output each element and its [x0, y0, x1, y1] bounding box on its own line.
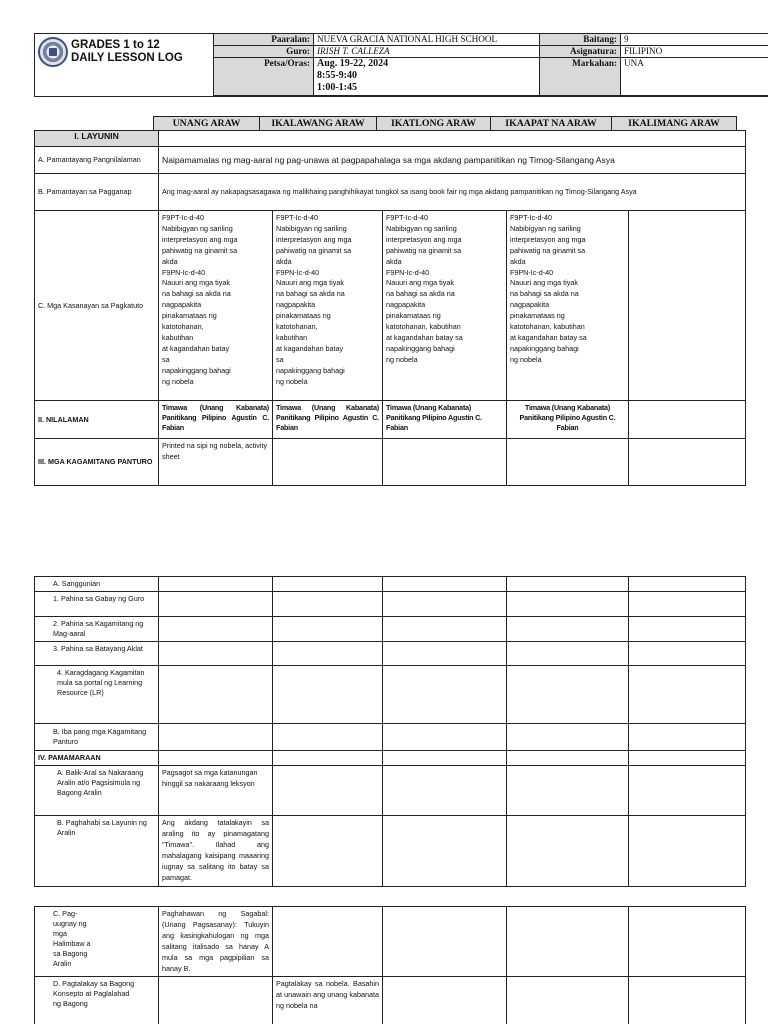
balik-aral-day1: Pagsagot sa mga katanungan hinggil sa nakaraang leksyon [159, 766, 273, 816]
section-pamamaraan-title: IV. PAMAMARAAN [35, 751, 159, 766]
nilalaman-day2: Timawa (Unang Kabanata) Panitikang Pilipino Agustin C. Fabian [273, 401, 383, 439]
pag-uugnay-day1: Paghahawan ng Sagabal: (Unang Pagsasanay): Tukuyin ang kasingkahulogan ng mga salitang italisado sa hanay A mula sa mga pagpipilian sa hanay B. [159, 907, 273, 977]
kasanayan-day3: F9PT-Ic-d-40 Nabibigyan ng sariling interpretasyon ang mga pahiwatig na ginamit sa akda F9PN-Ic-d-40 Nauuri ang mga tiyak na bahagi sa akda na nagpapakita pinakamataas ng katotohanan, kabutihan at kagandahan batay sa napakinggang bahagi ng nobela [383, 211, 507, 401]
kagamitang-day1: Printed na sipi ng nobela, activity sheet [159, 439, 273, 486]
subject-label: Asignatura: [540, 46, 621, 58]
pamantayan-sa-pagganap-label: B. Pamantayan sa Pagganap [35, 174, 159, 211]
batayang-aklat-label: 3. Pahina sa Batayang Aklat [35, 642, 159, 666]
teacher-value: IRISH T. CALLEZA [314, 46, 540, 58]
form-title: GRADES 1 to 12 DAILY LESSON LOG [71, 39, 183, 64]
paghahabi-day1: Ang akdang tatalakayin sa araling ito ay pinamagatang "Timawa". Ilahad ang mahalagang kaisipang maaaring iugnay sa salitang ito batay sa pamagat. [159, 816, 273, 887]
kagamitang-mag-aaral-label: 2. Pahina sa Kagamitang ng Mag-aaral [35, 617, 159, 642]
kasanayan-day2: F9PT-Ic-d-40 Nabibigyan ng sariling interpretasyon ang mga pahiwatig na ginamit sa akda F9PN-Ic-d-40 Nauuri ang mga tiyak na bahagi sa akda na nagpapakita pinakamataas ng katotohanan, kabutihan at kagandahan batay sa napakinggang bahagi ng nobela [273, 211, 383, 401]
date-time-value: Aug. 19-22, 2024 8:55-9:40 1:00-1:45 [314, 58, 540, 96]
nilalaman-day4: Timawa (Unang Kabanata) Panitikang Pilipino Agustin C. Fabian [507, 401, 629, 439]
day-header-row [153, 116, 737, 131]
lesson-table-part1 [34, 130, 746, 486]
balik-aral-label: A. Balik-Aral sa Nakaraang Aralin at/o Pagsisimula ng Bagong Aralin [35, 766, 159, 816]
school-label: Paaralan: [214, 34, 314, 46]
learning-resource-label: 4. Karagdagang Kagamitan mula sa portal ng Learning Resource (LR) [35, 666, 159, 724]
kasanayan-day1: F9PT-Ic-d-40 Nabibigyan ng sariling interpretasyon ang mga pahiwatig na ginamit sa akda F9PN-Ic-d-40 Nauuri ang mga tiyak na bahagi sa akda na nagpapakita pinakamataas ng katotohanan, kabutihan at kagandahan batay sa napakinggang bahagi ng nobela [159, 211, 273, 401]
section-kagamitang-title: III. MGA KAGAMITANG PANTURO [35, 439, 159, 486]
pagtalakay-day2: Pagtalakay sa nobela. Basahin at unawain ang unang kabanata ng nobela na [273, 977, 383, 1024]
nilalaman-day3: Timawa (Unang Kabanata) Panitikang Pilipino Agustin C. Fabian [383, 401, 507, 439]
pagtalakay-label: D. Pagtalakay sa Bagong Konsepto at Paglalahad ng Bagong [35, 977, 159, 1024]
pamantayan-sa-pagganap-text: Ang mag-aaral ay nakapagsasagawa ng malikhaing panghihikayat tungkol sa isang book fair ng mga akdang pampanitikan ng Timog-Silangang Asya [159, 174, 746, 211]
iba-pang-kagamitang-label: B. Iba pang mga Kagamitang Panturo [35, 724, 159, 751]
section-layunin-title: I. LAYUNIN [35, 131, 159, 147]
deped-seal-icon [38, 37, 68, 67]
kasanayan-day5 [629, 211, 746, 401]
pamantayang-pangnilalaman-label: A. Pamantayang Pangnilalaman [35, 147, 159, 174]
nilalaman-day1: Timawa (Unang Kabanata) Panitikang Pilipino Agustin C. Fabian [159, 401, 273, 439]
nilalaman-day5 [629, 401, 746, 439]
sanggunian-label: A. Sanggunian [35, 577, 159, 592]
subject-value: FILIPINO [621, 46, 768, 58]
quarter-value: UNA [621, 58, 768, 96]
pag-uugnay-label: C. Pag-uugnay ng mga Halimbaw a sa Bagong Aralin [35, 907, 159, 977]
lesson-table-part2 [34, 576, 746, 887]
mga-kasanayan-label: C. Mga Kasanayan sa Pagkatuto [35, 211, 159, 401]
grade-label: Baitang: [540, 34, 621, 46]
section-nilalaman-title: II. NILALAMAN [35, 401, 159, 439]
kasanayan-day4: F9PT-Ic-d-40 Nabibigyan ng sariling interpretasyon ang mga pahiwatig na ginamit sa akda F9PN-Ic-d-40 Nauuri ang mga tiyak na bahagi sa akda na nagpapakita pinakamataas ng katotohanan, kabutihan at kagandahan batay sa napakinggang bahagi ng nobela [507, 211, 629, 401]
pamantayang-pangnilalaman-text: Naipamamalas ng mag-aaral ng pag-unawa at pagpapahalaga sa mga akdang pampanitikan ng Timog-Silangang Asya [159, 147, 746, 174]
day-3-header: IKATLONG ARAW [377, 117, 491, 131]
lesson-table-part3 [34, 906, 746, 1024]
paghahabi-label: B. Paghahabi sa Layunin ng Aralin [35, 816, 159, 887]
teacher-label: Guro: [214, 46, 314, 58]
day-5-header: IKALIMANG ARAW [612, 117, 737, 131]
header-info-table [213, 33, 768, 96]
date-label: Petsa/Oras: [214, 58, 314, 96]
gabay-ng-guro-label: 1. Pahina sa Gabay ng Guro [35, 592, 159, 617]
day-1-header: UNANG ARAW [154, 117, 260, 131]
day-2-header: IKALAWANG ARAW [260, 117, 377, 131]
grade-value: 9 [621, 34, 768, 46]
school-value: NUEVA GRACIA NATIONAL HIGH SCHOOL [314, 34, 540, 46]
day-4-header: IKAAPAT NA ARAW [491, 117, 612, 131]
quarter-label: Markahan: [540, 58, 621, 96]
